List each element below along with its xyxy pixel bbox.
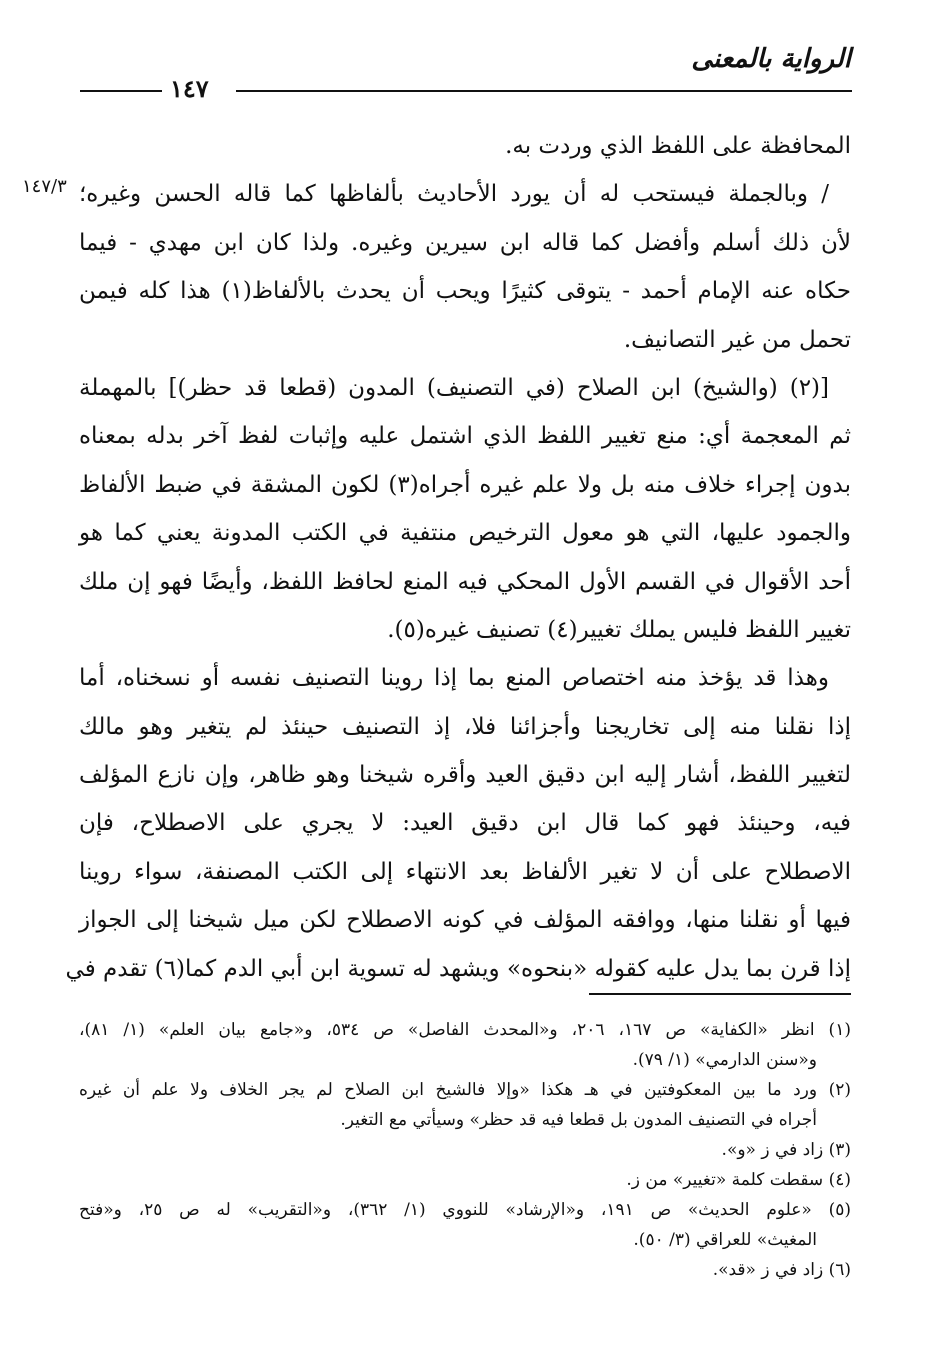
- text-line: تحمل من غير التصانيف.: [623, 326, 851, 353]
- text-line: [(٢) (والشيخ) ابن الصلاح (في التصنيف) المدون (قطعا قد حظر)] بالمهملة: [79, 374, 829, 401]
- text-line: الاصطلاح على أن لا تغير الألفاظ بعد الانتهاء إلى الكتب المصنفة، سواء روينا: [79, 858, 851, 885]
- margin-reference: ١٤٧/٣: [22, 176, 67, 197]
- text-line: لتغيير اللفظ، أشار إليه ابن دقيق العيد وأقره شيخنا وهو ظاهر، وإن نازع المؤلف: [79, 762, 851, 789]
- footnote-line: و«سنن الدارمي» (١/ ٧٩).: [632, 1050, 817, 1070]
- text-line: المحافظة على اللفظ الذي وردت به.: [505, 133, 851, 159]
- text-line: ثم المعجمة أي: منع تغيير اللفظ الذي اشتمل عليه وإثبات لفظ آخر بدله بمعناه: [79, 423, 851, 450]
- footnote-line: أجراه في التصنيف المدون بل قطعا فيه قد حظر» وسيأتي مع التغير.: [340, 1110, 817, 1130]
- text-line: والجمود عليها، التي هو معول الترخيص منتفية في الكتب المدونة يعني كما هو: [79, 520, 851, 547]
- text-line: بدون إجراء خلاف منه بل ولا علم غيره أجراه(٣) لكون المشقة في ضبط الألفاظ: [79, 471, 851, 498]
- text-line: تغيير اللفظ فليس يملك تغيير(٤) تصنيف غيره(٥).: [387, 616, 851, 643]
- footnotes: [79, 1015, 851, 1285]
- header-rule-short: [80, 90, 162, 92]
- text-line: إذا قرن بما يدل عليه كقوله «بنحوه» ويشهد له تسوية ابن أبي الدم كما(٦) تقدم في: [65, 955, 851, 982]
- text-line: أحد الأقوال في القسم الأول المحكي فيه المنع لحافظ اللفظ، وأيضًا فهو إن ملك: [79, 568, 851, 595]
- footnote-line: (١) انظر «الكفاية» ص ١٦٧، ٢٠٦، و«المحدث الفاصل» ص ٥٣٤، و«جامع بيان العلم» (١/ ٨١)،: [79, 1020, 851, 1040]
- header-rule: [236, 90, 852, 92]
- footnote-line: (٥) «علوم الحديث» ص ١٩١، و«الإرشاد» للنووي (١/ ٣٦٢)، و«التقريب» له ص ٢٥، و«فتح: [79, 1200, 852, 1220]
- footnote-line: (٤) سقطت كلمة «تغيير» من ز.: [626, 1170, 851, 1190]
- footnote-line: (٢) ورد ما بين المعكوفتين في هـ هكذا «وإلا فالشيخ ابن الصلاح لم يجر الخلاف ولا علم أن غيره: [79, 1080, 851, 1100]
- text-line: إذا نقلنا منه إلى تخاريجنا وأجزائنا فلا، إذ التصنيف حينئذ لم يتغير وهو مالك: [79, 713, 851, 740]
- text-line: فيه، وحينئذ فهو كما قال ابن دقيق العيد: لا يجري على الاصطلاح، فإن: [79, 810, 851, 837]
- text-line: وهذا قد يؤخذ منه اختصاص المنع بما إذا روينا التصنيف نفسه أو نسخناه، أما: [79, 665, 829, 692]
- running-title: الرواية بالمعنى: [691, 44, 851, 74]
- main-text: [65, 122, 851, 993]
- text-line: / وبالجملة فيستحب له أن يورد الأحاديث بألفاظها كما قاله الحسن وغيره؛: [79, 181, 829, 208]
- footnote-line: (٣) زاد في ز «و».: [721, 1140, 851, 1160]
- footnote-separator: [589, 993, 851, 995]
- text-line: لأن ذلك أسلم وأفضل كما قاله ابن سيرين وغيره. ولذا كان ابن مهدي - فيما: [79, 229, 851, 256]
- page-number: ١٤٧: [170, 74, 209, 103]
- text-line: فيها أو نقلنا منها، ووافقه المؤلف في كونه الاصطلاح لكن ميل شيخنا إلى الجواز: [79, 907, 851, 934]
- footnote-line: المغيث» للعراقي (٣/ ٥٠).: [633, 1230, 817, 1250]
- footnote-line: (٦) زاد في ز «قد».: [712, 1260, 851, 1280]
- text-line: حكاه عنه الإمام أحمد - يتوقى كثيرًا ويحب أن يحدث بالألفاظ(١) هذا كله فيمن: [79, 278, 851, 305]
